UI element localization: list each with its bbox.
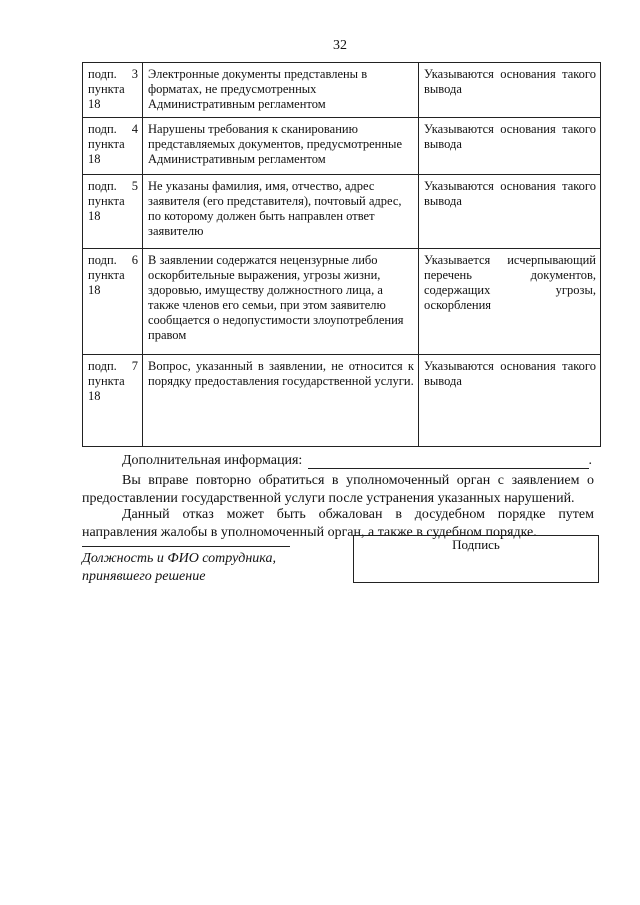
signer-caption [82,550,276,586]
ref-subpoint: 4 [131,122,138,136]
reference-cell [83,175,143,249]
table-row [83,355,601,447]
ref-point: 18 [88,209,101,223]
explanation-cell: Указываются основания такого вывода [419,63,601,118]
explanation-cell: Указывается исчерпывающий перечень документов, содержащих угрозы, оскорбления [419,249,601,355]
additional-info-label: Дополнительная информация: [122,453,303,468]
ref-tail: пункта [88,194,125,208]
ref-point: 18 [88,283,101,297]
additional-info [122,453,592,469]
table-row [83,175,601,249]
ref-tail: пункта [88,82,125,96]
ref-tail: пункта [88,374,125,388]
reference-cell [83,118,143,175]
ref-tail: пункта [88,268,125,282]
reason-cell: Вопрос, указанный в заявлении, не относится к порядку предоставления государственной услуги. [143,355,419,447]
signature-label: Подпись [452,537,500,552]
page-number: 32 [333,38,347,53]
ref-label: подп. [88,122,117,136]
ref-subpoint: 5 [131,179,138,193]
reference-cell [83,355,143,447]
ref-subpoint: 7 [131,359,138,373]
signer-line [82,546,290,547]
appeal-paragraph: Данный отказ может быть обжалован в досудебном порядке путем направления жалобы в уполномоченный орган, а также в судебном порядке. [82,507,594,540]
signer-line2: принявшего решение [82,569,206,584]
explanation-cell: Указываются основания такого вывода [419,175,601,249]
ref-label: подп. [88,253,117,267]
additional-info-end: . [588,453,592,468]
reason-cell: Не указаны фамилия, имя, отчество, адрес заявителя (его представителя), почтовый адрес, по которому должен быть направлен ответ заявителю [143,175,419,249]
explanation-cell: Указываются основания такого вывода [419,355,601,447]
explanation-cell: Указываются основания такого вывода [419,118,601,175]
repeat-request-paragraph: Вы вправе повторно обратиться в уполномоченный орган с заявлением о предоставлении государственной услуги после устранения указанных нарушений. [82,473,594,506]
ref-point: 18 [88,152,101,166]
reason-cell: Нарушены требования к сканированию представляемых документов, предусмотренные Административным регламентом [143,118,419,175]
table-row [83,249,601,355]
ref-label: подп. [88,179,117,193]
refusal-grounds-table [82,62,601,447]
reference-cell [83,63,143,118]
table-row [83,118,601,175]
ref-subpoint: 6 [131,253,138,267]
signature-box [353,535,599,583]
ref-tail: пункта [88,137,125,151]
ref-label: подп. [88,67,117,81]
table-row [83,63,601,118]
ref-label: подп. [88,359,117,373]
signer-line1: Должность и ФИО сотрудника, [82,551,276,566]
reason-cell: В заявлении содержатся нецензурные либо оскорбительные выражения, угрозы жизни, здоровью, имуществу должностного лица, а также членов его семьи, при этом заявителю сообщается о недопустимости злоупотребления правом [143,249,419,355]
ref-subpoint: 3 [131,67,138,81]
additional-info-blank [308,454,588,469]
ref-point: 18 [88,97,101,111]
reference-cell [83,249,143,355]
ref-point: 18 [88,389,101,403]
reason-cell: Электронные документы представлены в форматах, не предусмотренных Административным регламентом [143,63,419,118]
